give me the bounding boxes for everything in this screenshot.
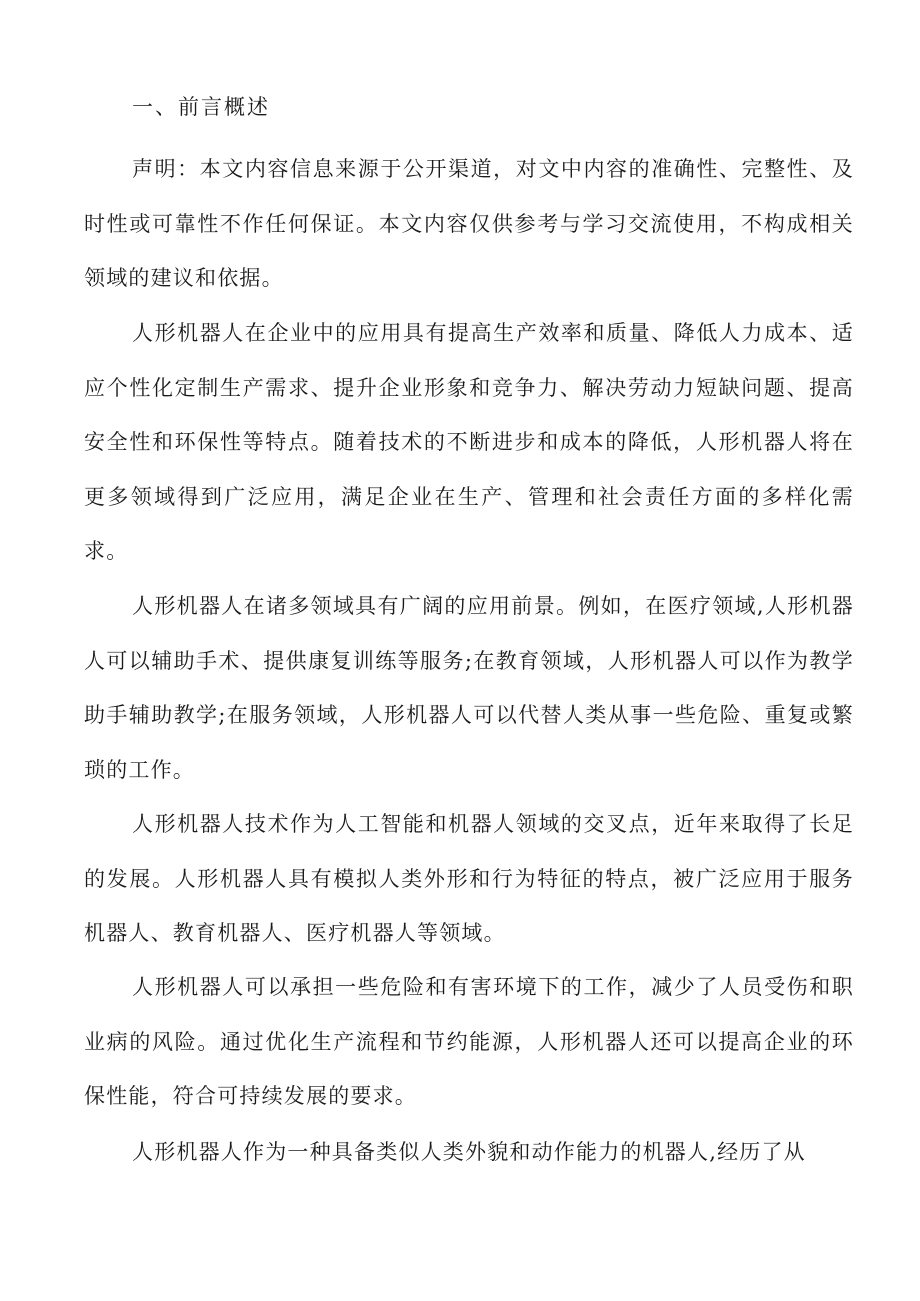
section-heading: 一、前言概述 bbox=[132, 95, 270, 119]
body-paragraph: 人形机器人在诸多领域具有广阔的应用前景。例如，在医疗领域,人形机器人可以辅助手术、提供康复训练等服务;在教育领域，人形机器人可以作为教学助手辅助教学;在服务领域，人形机器人可以代替人类从事一些危险、重复或繁琐的工作。 bbox=[84, 594, 854, 782]
body-paragraph: 人形机器人可以承担一些危险和有害环境下的工作，减少了人员受伤和职业病的风险。通过优化生产流程和节约能源，人形机器人还可以提高企业的环保性能，符合可持续发展的要求。 bbox=[84, 975, 854, 1108]
body-paragraph: 人形机器人技术作为人工智能和机器人领域的交叉点，近年来取得了长足的发展。人形机器人具有模拟人类外形和行为特征的特点，被广泛应用于服务机器人、教育机器人、医疗机器人等领域。 bbox=[84, 812, 854, 945]
body-paragraph: 人形机器人在企业中的应用具有提高生产效率和质量、降低人力成本、适应个性化定制生产需求、提升企业形象和竞争力、解决劳动力短缺问题、提高安全性和环保性等特点。随着技术的不断进步和成本的降低，人形机器人将在更多领域得到广泛应用，满足企业在生产、管理和社会责任方面的多样化需求。 bbox=[84, 321, 854, 563]
disclaimer-paragraph: 声明：本文内容信息来源于公开渠道，对文中内容的准确性、完整性、及时性或可靠性不作任何保证。本文内容仅供参考与学习交流使用，不构成相关领域的建议和依据。 bbox=[84, 157, 854, 290]
body-paragraph: 人形机器人作为一种具备类似人类外貌和动作能力的机器人,经历了从 bbox=[132, 1140, 806, 1164]
